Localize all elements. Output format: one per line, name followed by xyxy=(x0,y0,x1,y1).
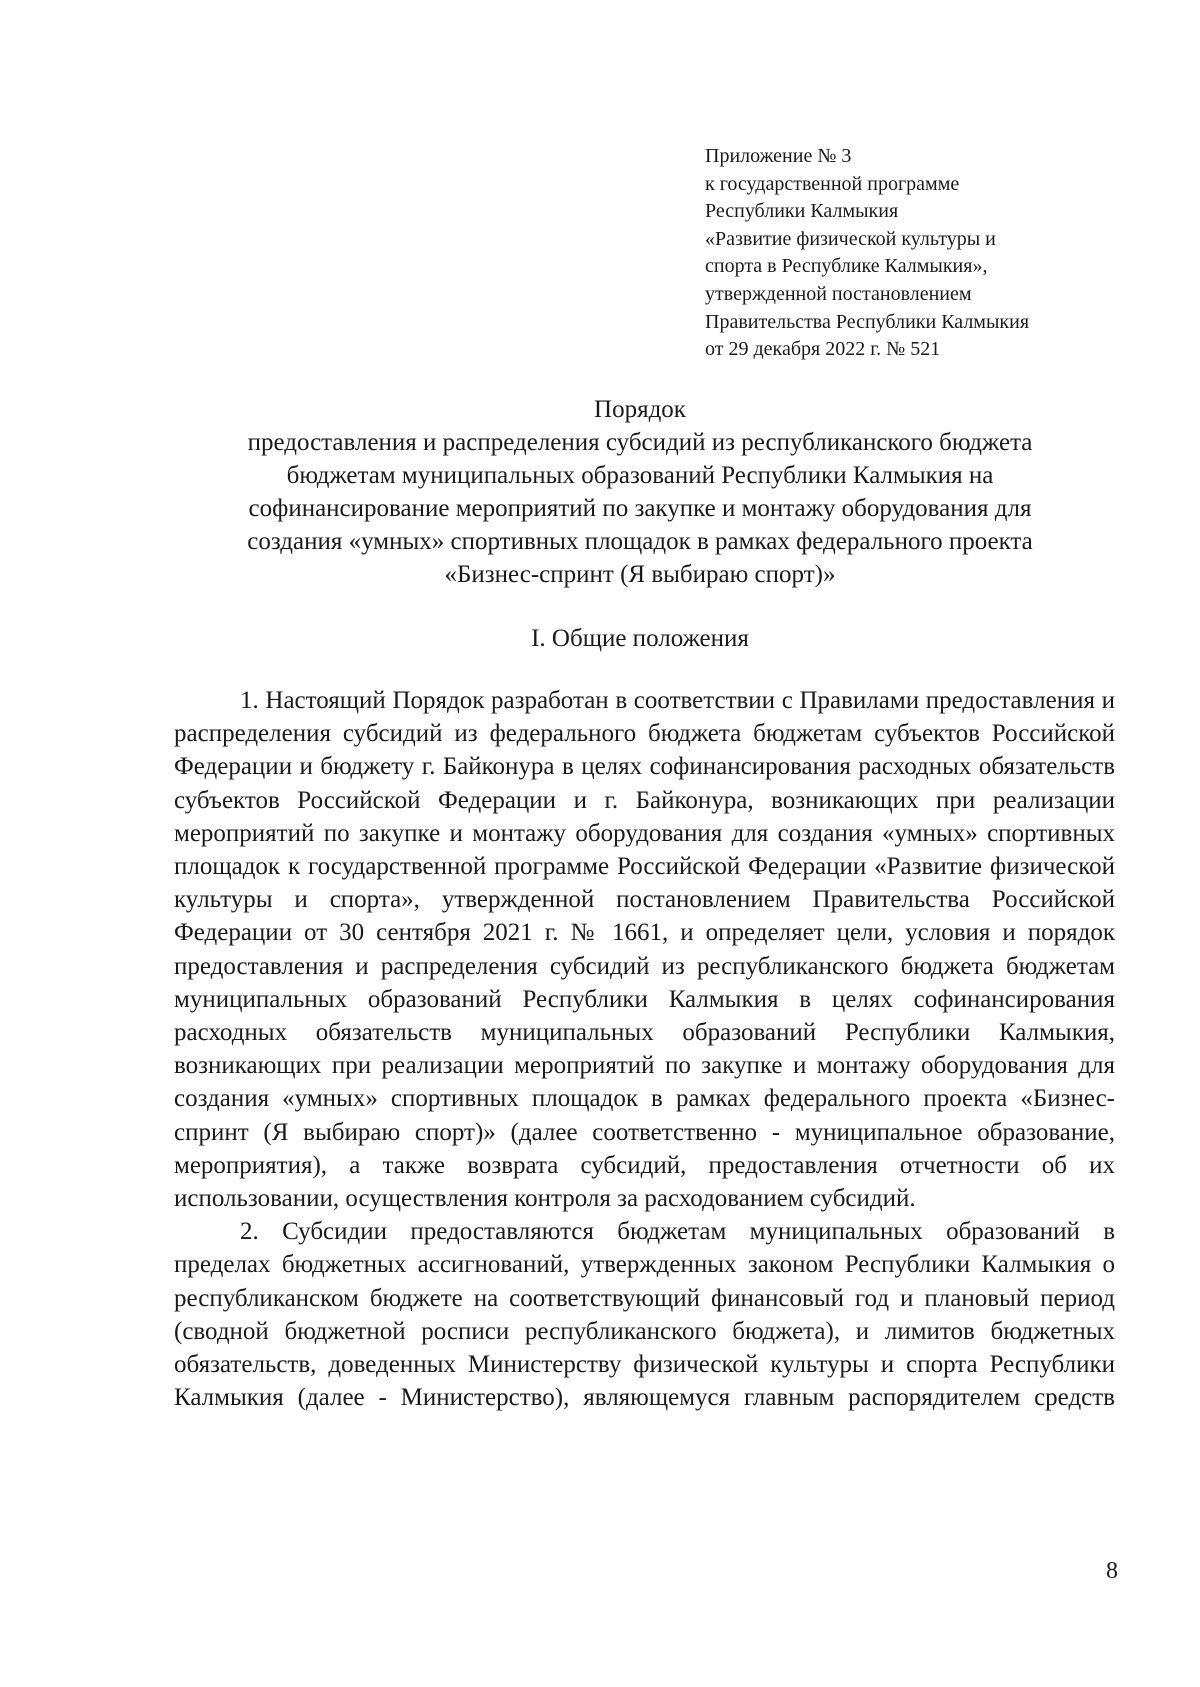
title-line: софинансирование мероприятий по закупке и монтажу оборудования для xyxy=(248,495,1032,522)
appendix-line: «Развитие физической культуры и xyxy=(705,227,996,250)
title-line: бюджетам муниципальных образований Республики Калмыкия на xyxy=(286,462,994,489)
title-line: предоставления и распределения субсидий из республиканского бюджета xyxy=(247,429,1033,456)
title-line: Порядок xyxy=(594,396,686,423)
page-number: 8 xyxy=(1106,1558,1118,1584)
appendix-line: Правительства Республики Калмыкия xyxy=(705,310,1030,333)
appendix-line: Республики Калмыкия xyxy=(705,200,899,223)
section-heading: I. Общие положения xyxy=(531,625,749,652)
document-title xyxy=(160,393,1120,591)
appendix-note xyxy=(705,143,1125,364)
appendix-line: от 29 декабря 2022 г. № 521 xyxy=(705,338,941,361)
title-line: создания «умных» спортивных площадок в рамках федерального проекта xyxy=(247,528,1033,555)
title-line: «Бизнес-спринт (Я выбираю спорт)» xyxy=(444,561,836,588)
paragraph-1: 1. Настоящий Порядок разработан в соответствии с Правилами предоставления и распределения субсидий из федерального бюджета бюджетам субъектов Российской Федерации и бюджету г. Байконура в целях софинансирования расходных обязательств субъектов Российской Федерации и г. Байконура, возникающих при реализации мероприятий по закупке и монтажу оборудования для создания «умных» спортивных площадок к государственной программе Российской Федерации «Развитие физической культуры и спорта», утвержденной постановлением Правительства Российской Федерации от 30 сентября 2021 г. № 1661, и определяет цели, условия и порядок предоставления и распределения субсидий из республиканского бюджета бюджетам муниципальных образований Республики Калмыкия в целях софинансирования расходных обязательств муниципальных образований Республики Калмыкия, возникающих при реализации мероприятий по закупке и монтажу оборудования для создания «умных» спортивных площадок в рамках федерального проекта «Бизнес-спринт (Я выбираю спорт)» (далее соответственно - муниципальное образование, мероприятия), а также возврата субсидий, предоставления отчетности об их использовании, осуществления контроля за расходованием субсидий. xyxy=(174,687,1115,1213)
body-text xyxy=(174,684,1115,1414)
appendix-line: спорта в Республике Калмыкия», xyxy=(705,255,988,278)
paragraph-2: 2. Субсидии предоставляются бюджетам муниципальных образований в пределах бюджетных ассигнований, утвержденных законом Республики Калмыкия о республиканском бюджете на соответствующий финансовый год и плановый период (сводной бюджетной росписи республиканского бюджета), и лимитов бюджетных обязательств, доведенных Министерству физической культуры и спорта Республики Калмыкия (далее - Министерство), являющемуся главным распорядителем средств xyxy=(174,1218,1115,1412)
appendix-line: утвержденной постановлением xyxy=(705,282,972,305)
appendix-line: Приложение № 3 xyxy=(705,145,852,167)
appendix-line: к государственной программе xyxy=(705,172,960,195)
